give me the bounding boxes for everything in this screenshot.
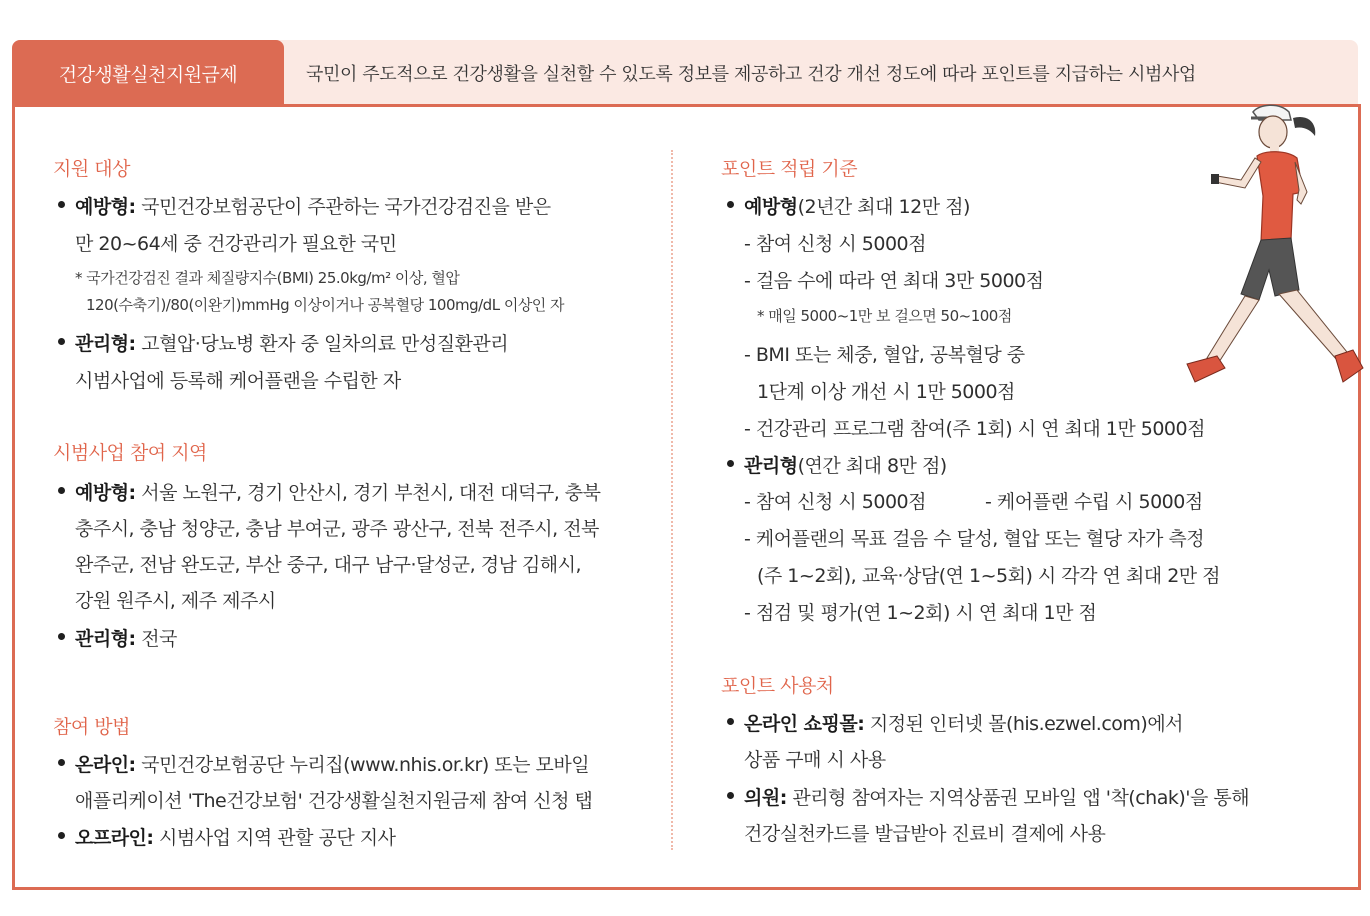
bullet [727, 792, 734, 799]
bullet [727, 718, 734, 725]
target-prevention-line-2: 만 20~64세 중 건강관리가 필요한 국민 [75, 233, 397, 255]
bullet [58, 487, 65, 494]
points-p3-line-2: 1단계 이상 개선 시 1만 5000점 [757, 381, 1015, 403]
bullet [727, 460, 734, 467]
points-p2-note: * 매일 5000~1만 보 걸으면 50~100점 [757, 307, 1012, 325]
points-p2: - 걸음 수에 따라 연 최대 3만 5000점 [744, 270, 1044, 292]
region-prevention-line-2: 충주시, 충남 청양군, 충남 부여군, 광주 광산구, 전북 전주시, 전북 [75, 518, 599, 540]
points-m1a: - 참여 신청 시 5000점 [744, 491, 926, 513]
section-title-region: 시범사업 참여 지역 [53, 442, 207, 464]
region-prevention-line-1: 예방형: 서울 노원구, 경기 안산시, 경기 부천시, 대전 대덕구, 충북 [75, 482, 601, 504]
target-management-line-1: 관리형: 고혈압·당뇨병 환자 중 일차의료 만성질환관리 [75, 333, 509, 355]
program-description: 국민이 주도적으로 건강생활을 실천할 수 있도록 정보를 제공하고 건강 개선 정도에 따라 포인트를 지급하는 시범사업 [306, 64, 1196, 85]
usage-shop-line-1: 온라인 쇼핑몰: 지정된 인터넷 몰(his.ezwel.com)에서 [744, 713, 1184, 735]
method-online-line-1: 온라인: 국민건강보험공단 누리집(www.nhis.or.kr) 또는 모바일 [75, 754, 590, 776]
bullet [58, 759, 65, 766]
bullet [58, 832, 65, 839]
target-management-line-2: 시범사업에 등록해 케어플랜을 수립한 자 [75, 370, 401, 392]
section-title-points: 포인트 적립 기준 [721, 158, 858, 180]
bullet [727, 201, 734, 208]
target-note-line-1: * 국가건강검진 결과 체질량지수(BMI) 25.0kg/m² 이상, 혈압 [75, 269, 460, 287]
bullet [58, 338, 65, 345]
program-tab-label: 건강생활실천지원금제 [58, 63, 238, 86]
bullet [58, 201, 65, 208]
target-note-line-2: 120(수축기)/80(이완기)mmHg 이상이거나 공복혈당 100mg/dL 이상인 자 [86, 296, 565, 314]
points-p3-line-1: - BMI 또는 체중, 혈압, 공복혈당 중 [744, 344, 1025, 366]
section-title-usage: 포인트 사용처 [721, 675, 834, 697]
region-prevention-line-4: 강원 원주시, 제주 제주시 [75, 590, 276, 612]
walking-woman-illustration [1175, 100, 1365, 410]
points-m2-line-1: - 케어플랜의 목표 걸음 수 달성, 혈압 또는 혈당 자가 측정 [744, 528, 1205, 550]
points-prevention-line: 예방형(2년간 최대 12만 점) [744, 196, 970, 218]
program-tab [12, 40, 284, 106]
usage-clinic-line-1: 의원: 관리형 참여자는 지역상품권 모바일 앱 '착(chak)'을 통해 [744, 787, 1250, 809]
section-title-target: 지원 대상 [53, 158, 130, 180]
usage-clinic-line-2: 건강실천카드를 발급받아 진료비 결제에 사용 [744, 823, 1106, 845]
region-management-line: 관리형: 전국 [75, 628, 177, 650]
region-prevention-line-3: 완주군, 전남 완도군, 부산 중구, 대구 남구·달성군, 경남 김해시, [75, 554, 582, 576]
method-offline-line: 오프라인: 시범사업 지역 관할 공단 지사 [75, 827, 396, 849]
section-title-method: 참여 방법 [53, 716, 130, 738]
usage-shop-line-2: 상품 구매 시 사용 [744, 749, 886, 771]
points-p4: - 건강관리 프로그램 참여(주 1회) 시 연 최대 1만 5000점 [744, 418, 1205, 440]
points-management-line: 관리형(연간 최대 8만 점) [744, 455, 947, 477]
points-m2-line-2: (주 1~2회), 교육·상담(연 1~5회) 시 각각 연 최대 2만 점 [757, 565, 1221, 587]
column-divider [671, 150, 673, 850]
points-p1: - 참여 신청 시 5000점 [744, 233, 926, 255]
points-m1b: - 케어플랜 수립 시 5000점 [985, 491, 1203, 513]
method-online-line-2: 애플리케이션 'The건강보험' 건강생활실천지원금제 참여 신청 탭 [75, 790, 593, 812]
target-prevention-line-1: 예방형: 국민건강보험공단이 주관하는 국가건강검진을 받은 [75, 196, 551, 218]
bullet [58, 633, 65, 640]
points-m3: - 점검 및 평가(연 1~2회) 시 연 최대 1만 점 [744, 602, 1097, 624]
